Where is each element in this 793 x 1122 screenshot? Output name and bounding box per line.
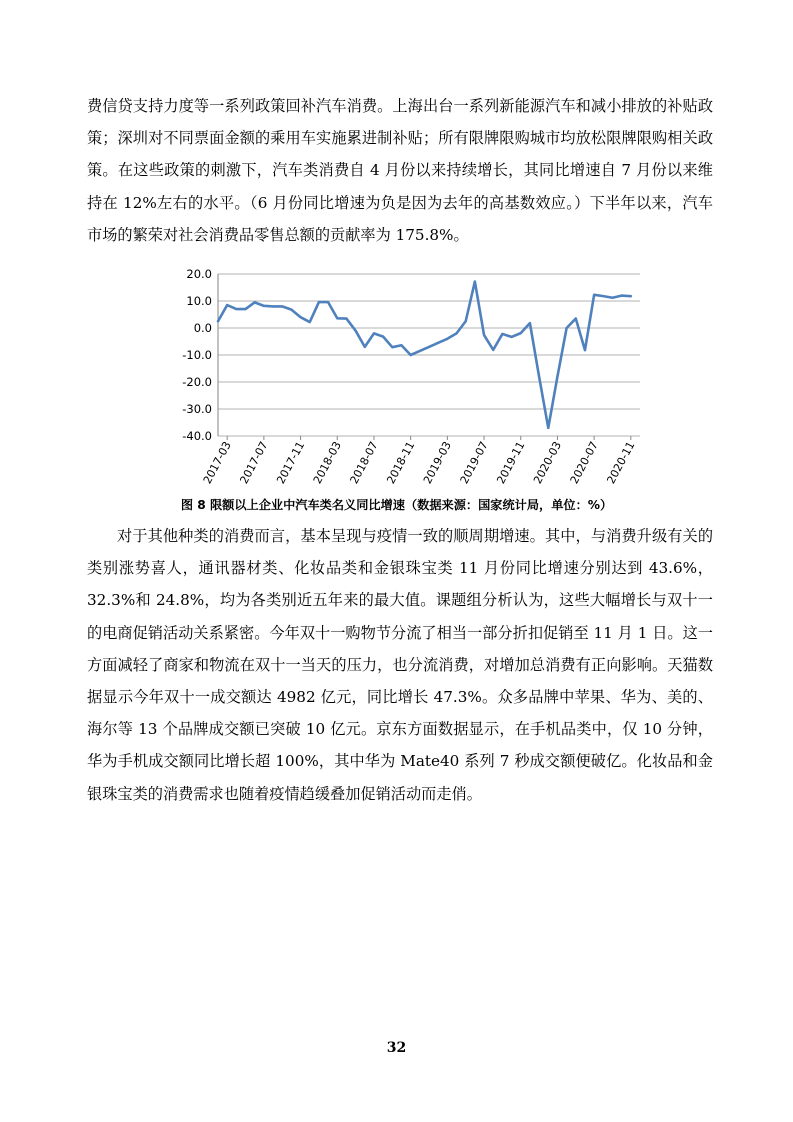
y-tick-label: -10.0 <box>182 348 212 362</box>
x-tick-label: 2019-11 <box>494 439 528 486</box>
y-tick-label: 10.0 <box>186 294 212 308</box>
x-tick-label: 2018-07 <box>347 439 381 486</box>
x-tick-label: 2017-11 <box>274 439 308 486</box>
y-tick-label: -30.0 <box>182 402 212 416</box>
x-tick-label: 2018-03 <box>310 439 344 486</box>
x-tick-label: 2017-07 <box>237 439 271 486</box>
y-tick-label: -40.0 <box>182 429 212 443</box>
page-number: 32 <box>386 1040 407 1056</box>
y-tick-label: 0.0 <box>193 321 212 335</box>
paragraph-1: 费信贷支持力度等一系列政策回补汽车消费。上海出台一系列新能源汽车和减小排放的补贴政策；深圳对不同票面金额的乘用车实施累进制补贴；所有限牌限购城市均放松限牌限购相关政策。在这些政策的刺激下，汽车类消费自 4 月份以来持续增长，其同比增速自 7 月份以来维持在 12%左右的水平。（6 月份同比增速为负是因为去年的高基数效应。）下半年以来，汽车市场的繁荣对社会消费品零售总额的贡献率为 175.8%。 <box>87 97 713 244</box>
line-chart <box>170 263 650 495</box>
x-tick-label: 2019-07 <box>457 439 491 486</box>
x-tick-label: 2019-03 <box>420 439 454 486</box>
chart-caption: 图 8 限额以上企业中汽车类名义同比增速（数据来源：国家统计局，单位：%） <box>180 498 613 512</box>
x-tick-label: 2018-11 <box>384 439 418 486</box>
y-tick-label: -20.0 <box>182 375 212 389</box>
chart <box>170 263 650 495</box>
paragraph-2: 对于其他种类的消费而言，基本呈现与疫情一致的顺周期增速。其中，与消费升级有关的类别涨势喜人，通讯器材类、化妆品类和金银珠宝类 11 月份同比增速分别达到 43.6%，32.3%和 24.8%，均为各类别近五年来的最大值。课题组分析认为，这些大幅增长与双十一的电商促销活动关系紧密。今年双十一购物节分流了相当一部分折扣促销至 11 月 1 日。这一方面减轻了商家和物流在双十一当天的压力，也分流消费，对增加总消费有正向影响。天猫数据显示今年双十一成交额达 4982 亿元，同比增长 47.3%。众多品牌中苹果、华为、美的、海尔等 13 个品牌成交额已突破 10 亿元。京东方面数据显示，在手机品类中，仅 10 分钟，华为手机成交额同比增长超 100%，其中华为 Mate40 系列 7 秒成交额便破亿。化妆品和金银珠宝类的消费需求也随着疫情趋缓叠加促销活动而走俏。 <box>87 527 713 803</box>
x-tick-label: 2020-07 <box>567 439 601 486</box>
y-tick-label: 20.0 <box>186 267 212 281</box>
x-tick-label: 2020-11 <box>604 439 638 486</box>
x-tick-label: 2017-03 <box>200 439 234 486</box>
x-tick-label: 2020-03 <box>531 439 565 486</box>
